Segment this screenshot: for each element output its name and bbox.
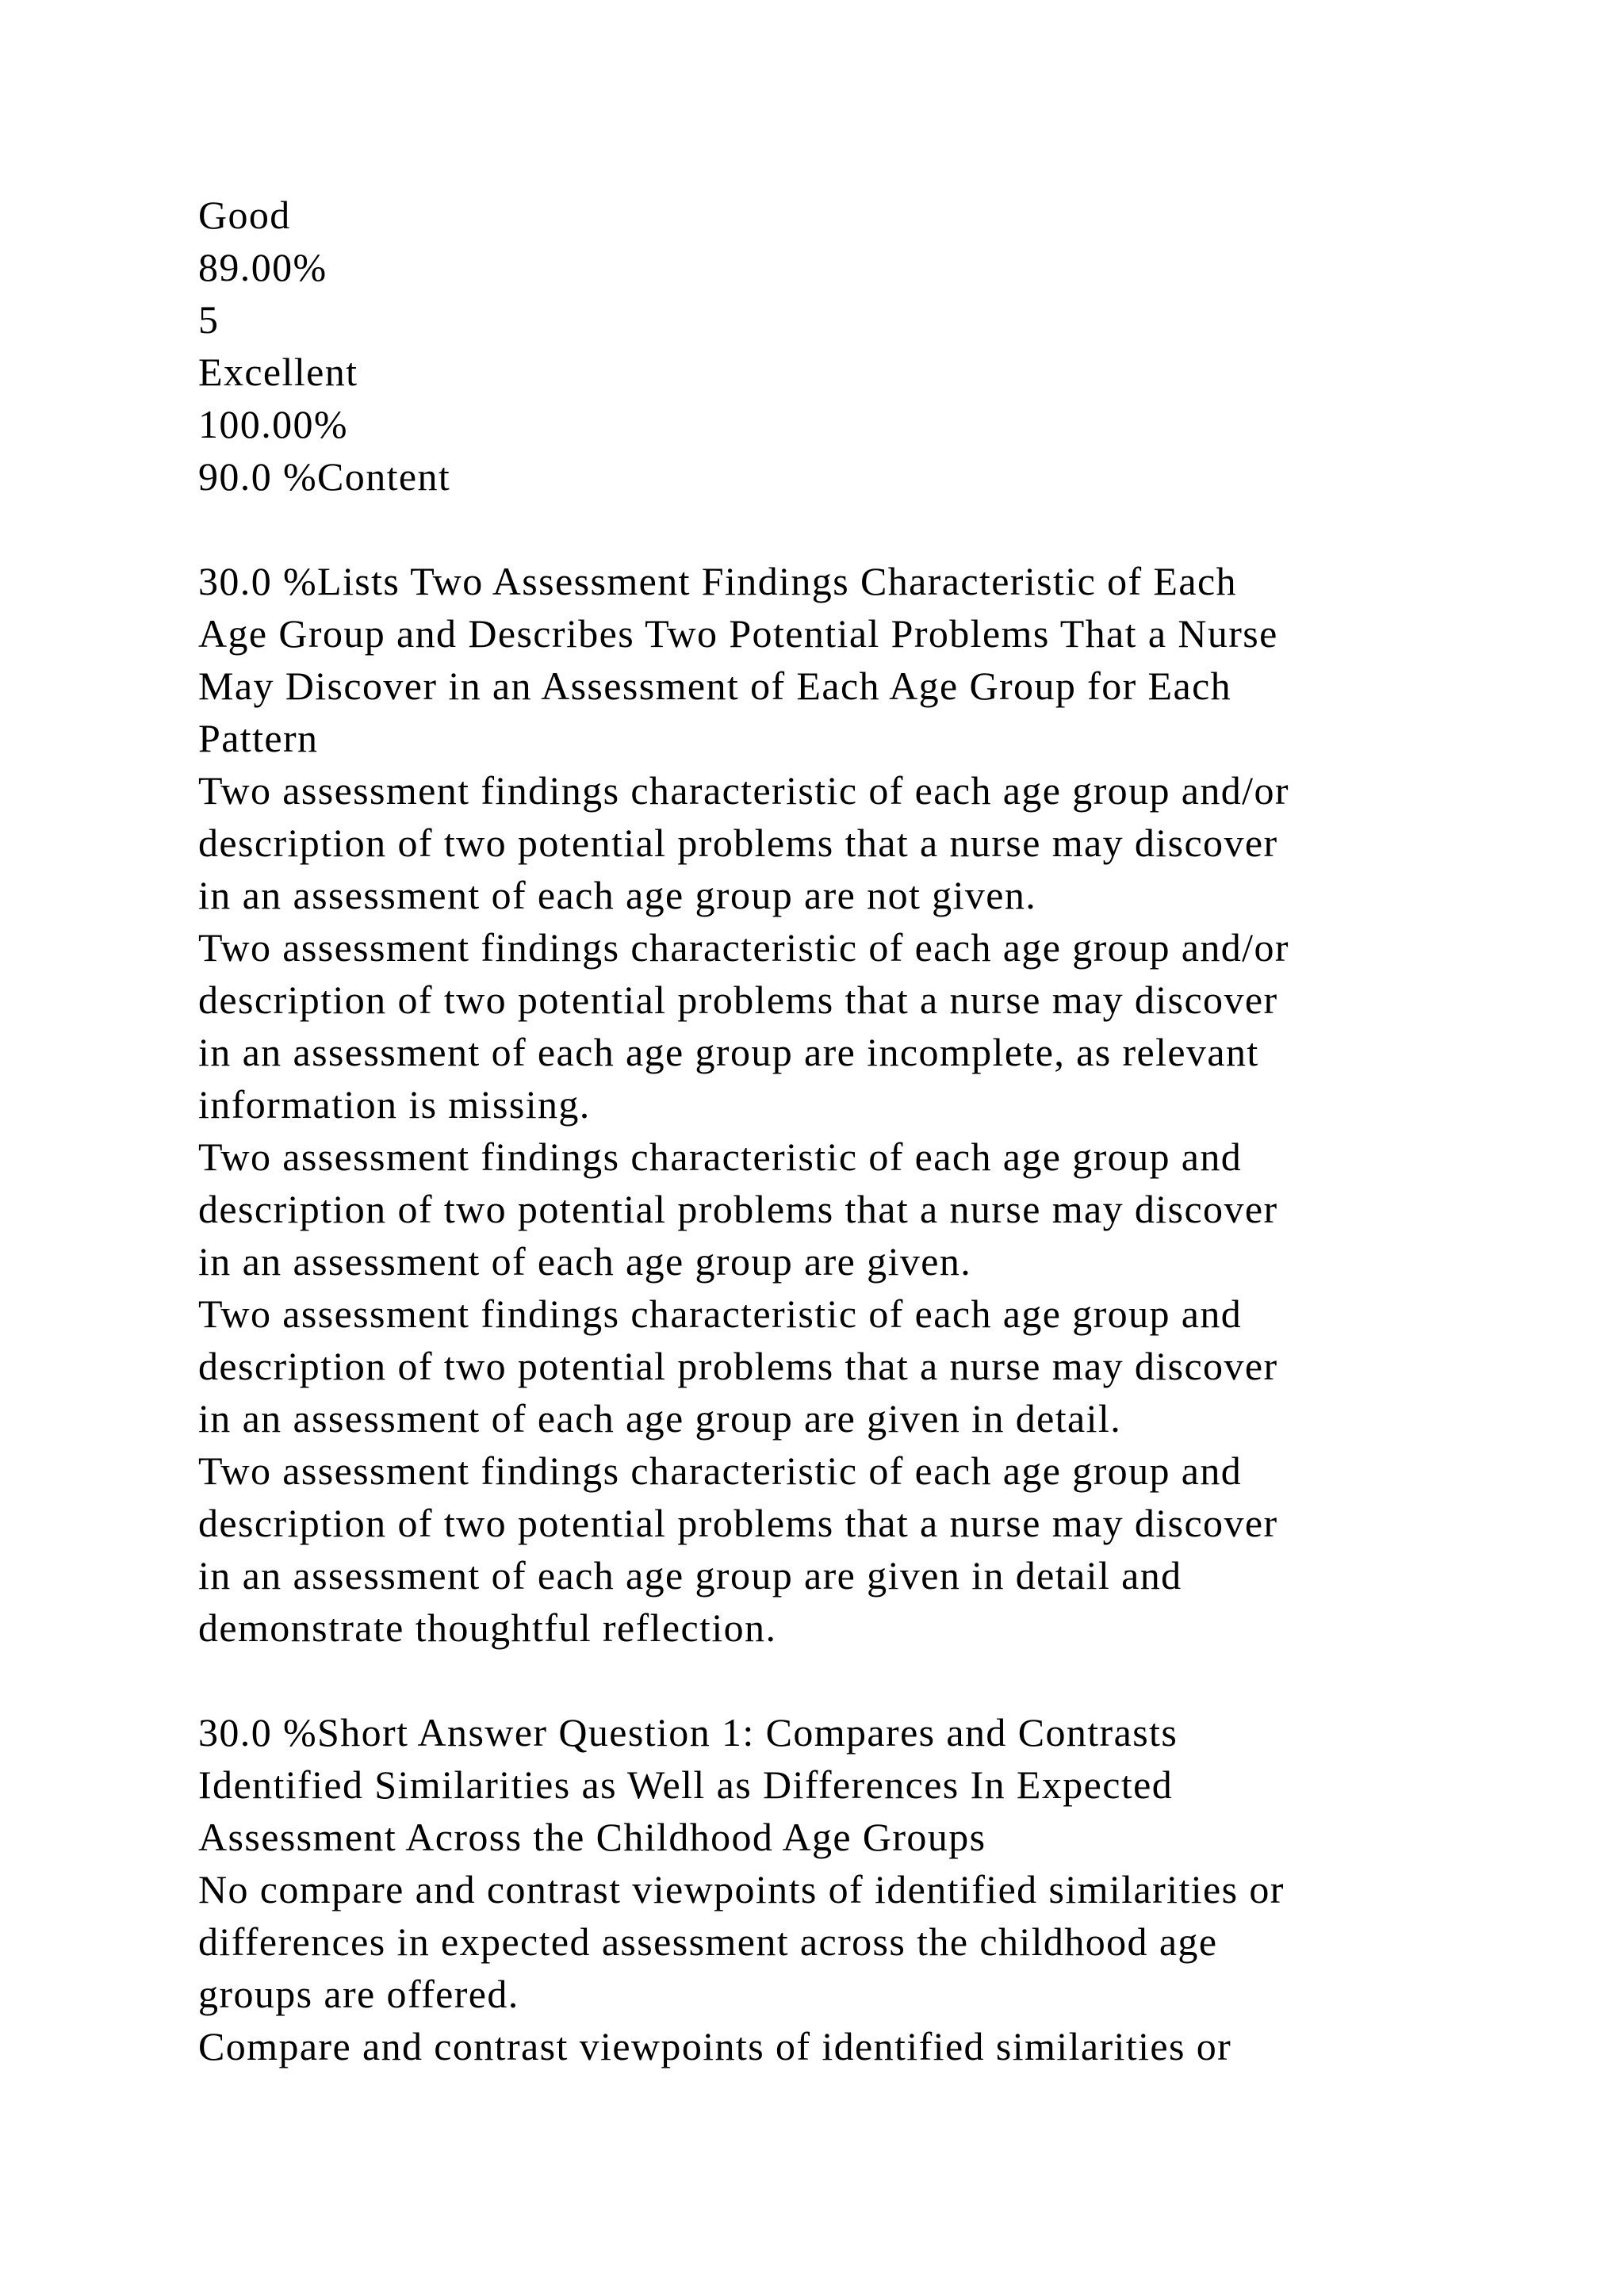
criterion-description-line: Two assessment findings characteristic of each age group and <box>198 1448 1243 1493</box>
question-heading-line: Identified Similarities as Well as Differences In Expected <box>198 1762 1174 1807</box>
rating-label-excellent: Excellent <box>198 350 358 394</box>
criterion-description-line: description of two potential problems that a nurse may discover <box>198 1187 1278 1231</box>
criterion-heading-line: 30.0 %Lists Two Assessment Findings Characteristic of Each <box>198 559 1237 603</box>
question-description-line: differences in expected assessment across the childhood age <box>198 1919 1218 1964</box>
question-description-line: No compare and contrast viewpoints of identified similarities or <box>198 1867 1285 1911</box>
criterion-description-line: in an assessment of each age group are given. <box>198 1239 972 1284</box>
question-description-line: groups are offered. <box>198 1972 519 2016</box>
criterion-description-line: information is missing. <box>198 1082 591 1127</box>
rating-percent-excellent: 100.00% <box>198 402 348 446</box>
rating-level-number: 5 <box>198 297 220 342</box>
criterion-description-line: in an assessment of each age group are given in detail and <box>198 1553 1182 1598</box>
criterion-description-line: description of two potential problems that a nurse may discover <box>198 821 1278 865</box>
criterion-description-line: Two assessment findings characteristic of each age group and/or <box>198 768 1289 813</box>
criterion-description-line: Two assessment findings characteristic of each age group and <box>198 1135 1243 1179</box>
criterion-description-line: description of two potential problems that a nurse may discover <box>198 1501 1278 1545</box>
criterion-heading-line: Pattern <box>198 716 319 760</box>
criterion-description-line: in an assessment of each age group are not given. <box>198 873 1037 917</box>
criterion-description-line: in an assessment of each age group are given in detail. <box>198 1396 1122 1441</box>
criterion-description-line: demonstrate thoughtful reflection. <box>198 1605 777 1650</box>
document-page <box>198 189 1483 2072</box>
paragraph-spacer <box>198 1654 1483 1706</box>
question-description-line: Compare and contrast viewpoints of identified similarities or <box>198 2024 1232 2068</box>
paragraph-spacer <box>198 503 1483 555</box>
rating-label-good: Good <box>198 193 291 237</box>
criterion-description-line: Two assessment findings characteristic of each age group and <box>198 1292 1243 1336</box>
criterion-description-line: Two assessment findings characteristic of each age group and/or <box>198 925 1289 970</box>
question-heading-line: Assessment Across the Childhood Age Groups <box>198 1815 986 1859</box>
question-heading-line: 30.0 %Short Answer Question 1: Compares and Contrasts <box>198 1710 1178 1755</box>
rating-percent-good: 89.00% <box>198 245 327 289</box>
section-heading-content: 90.0 %Content <box>198 454 451 499</box>
criterion-description-line: description of two potential problems that a nurse may discover <box>198 1344 1278 1388</box>
criterion-heading-line: May Discover in an Assessment of Each Age Group for Each <box>198 664 1232 708</box>
criterion-heading-line: Age Group and Describes Two Potential Problems That a Nurse <box>198 611 1278 656</box>
criterion-description-line: description of two potential problems that a nurse may discover <box>198 978 1278 1022</box>
criterion-description-line: in an assessment of each age group are incomplete, as relevant <box>198 1030 1259 1074</box>
